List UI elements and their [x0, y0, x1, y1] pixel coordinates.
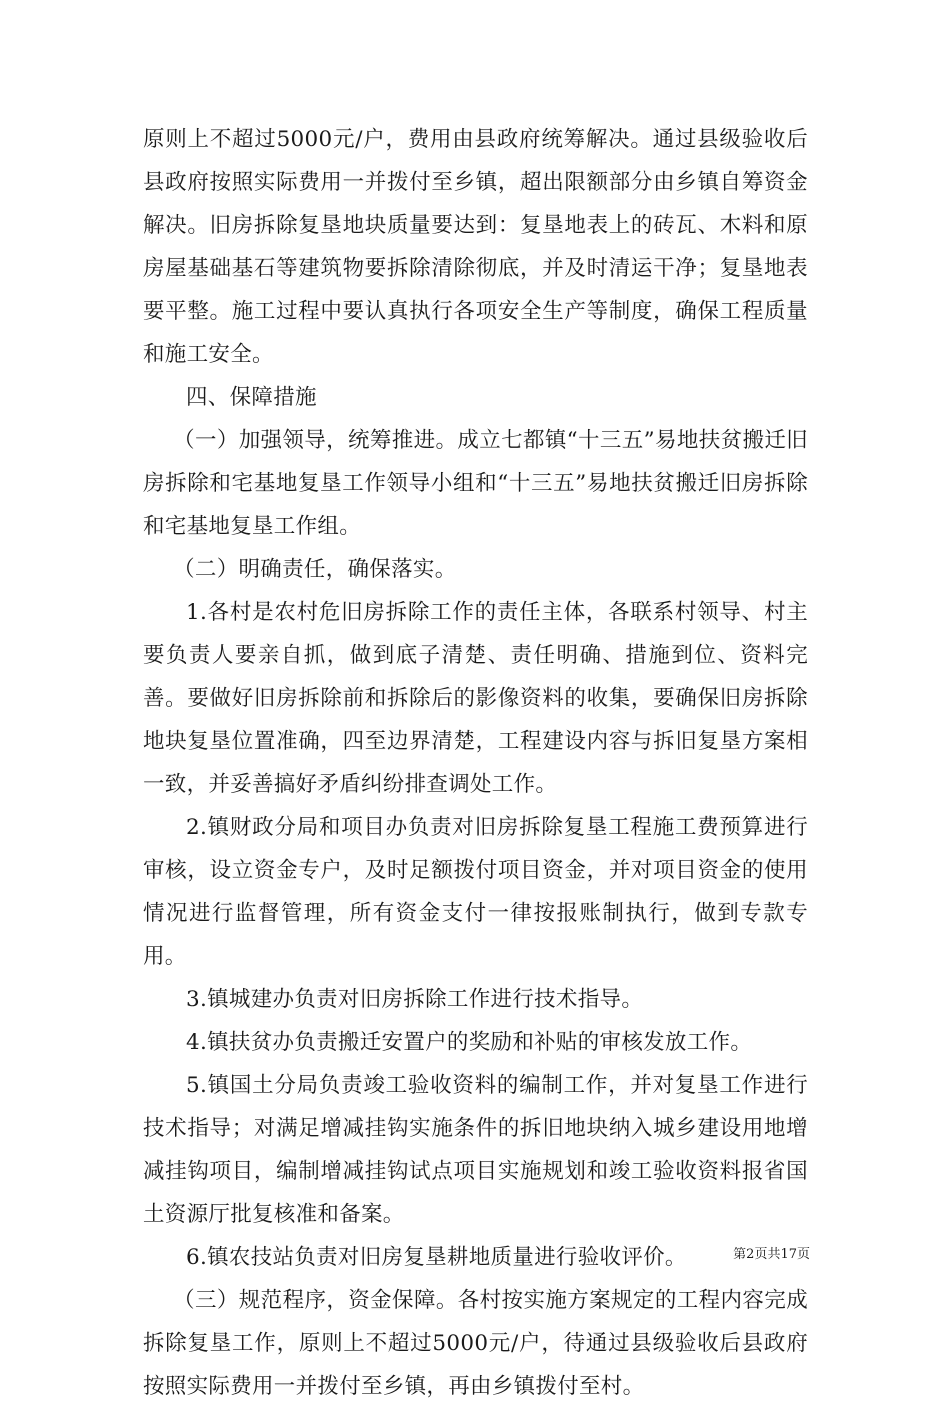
list-item-5: 5.镇国土分局负责竣工验收资料的编制工作，并对复垦工作进行技术指导；对满足增减挂钩实施条件的拆旧地块纳入城乡建设用地增减挂钩项目，编制增减挂钩试点项目实施规划和竣工验收资料报省国土资源厅批复核准和备案。 [143, 1073, 808, 1227]
paragraph-leadership: （一）加强领导，统筹推进。成立七都镇“十三五”易地扶贫搬迁旧房拆除和宅基地复垦工作领导小组和“十三五”易地扶贫搬迁旧房拆除和宅基地复垦工作组。 [143, 428, 808, 539]
list-item-1: 1.各村是农村危旧房拆除工作的责任主体，各联系村领导、村主要负责人要亲自抓，做到底子清楚、责任明确、措施到位、资料完善。要做好旧房拆除前和拆除后的影像资料的收集，要确保旧房拆除地块复垦位置准确，四至边界清楚，工程建设内容与拆旧复垦方案相一致，并妥善搞好矛盾纠纷排查调处工作。 [143, 600, 808, 797]
section-heading-safeguards: 四、保障措施 [186, 385, 317, 410]
list-item-6: 6.镇农技站负责对旧房复垦耕地质量进行验收评价。 [186, 1245, 687, 1270]
page-number-footer: 第2页共17页 [733, 1247, 810, 1262]
document-body [143, 118, 808, 1408]
list-item-4: 4.镇扶贫办负责搬迁安置户的奖励和补贴的审核发放工作。 [186, 1030, 753, 1055]
list-item-3: 3.镇城建办负责对旧房拆除工作进行技术指导。 [186, 987, 644, 1012]
subheading-responsibility: （二）明确责任，确保落实。 [173, 557, 457, 582]
paragraph-funding-continuation: 原则上不超过5000元/户，费用由县政府统筹解决。通过县级验收后县政府按照实际费用一并拨付至乡镇，超出限额部分由乡镇自筹资金解决。旧房拆除复垦地块质量要达到：复垦地表上的砖瓦、木料和原房屋基础基石等建筑物要拆除清除彻底，并及时清运干净；复垦地表要平整。施工过程中要认真执行各项安全生产等制度，确保工程质量和施工安全。 [143, 127, 808, 367]
paragraph-procedure-funding: （三）规范程序，资金保障。各村按实施方案规定的工程内容完成拆除复垦工作，原则上不超过5000元/户，待通过县级验收后县政府按照实际费用一并拨付至乡镇，再由乡镇拨付至村。 [143, 1288, 808, 1399]
list-item-2: 2.镇财政分局和项目办负责对旧房拆除复垦工程施工费预算进行审核，设立资金专户，及时足额拨付项目资金，并对项目资金的使用情况进行监督管理，所有资金支付一律按报账制执行，做到专款专用。 [143, 815, 808, 969]
